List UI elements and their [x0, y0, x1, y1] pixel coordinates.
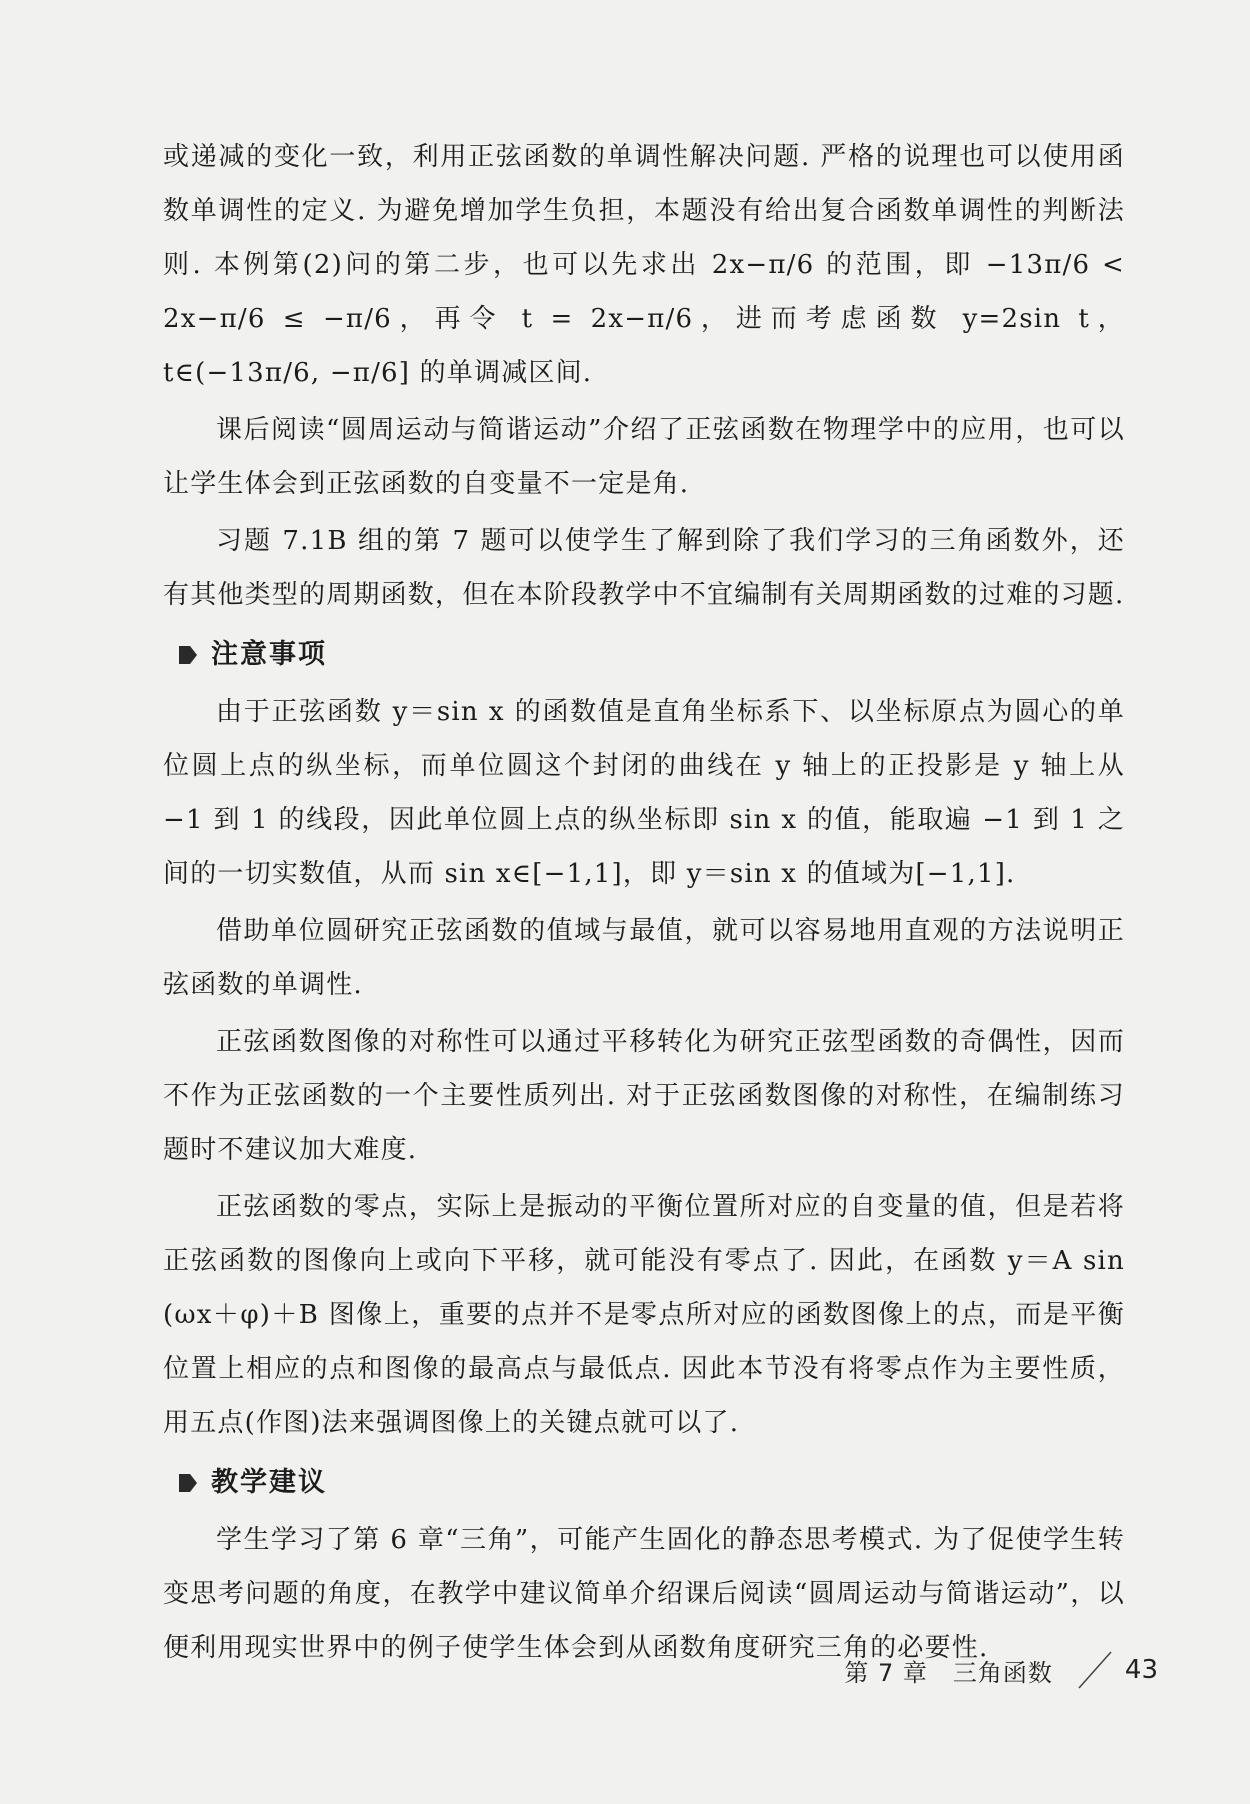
pentagon-bullet-icon — [177, 1472, 199, 1494]
notes-paragraph-1: 由于正弦函数 y＝sin x 的函数值是直角坐标系下、以坐标原点为圆心的单位圆上点的纵坐标，而单位圆这个封闭的曲线在 y 轴上的正投影是 y 轴上从 −1 到 1 的线段，因此单位圆上点的纵坐标即 sin x 的值，能取遍 −1 到 1 之间的一切实数值，从而 sin x∈[−1,1]，即 y＝sin x 的值域为[−1,1]. — [163, 697, 1125, 889]
footer-divider-slash — [1075, 1650, 1115, 1690]
section-heading-notes — [211, 628, 1125, 682]
paragraph-1: 或递减的变化一致，利用正弦函数的单调性解决问题. 严格的说理也可以使用函数单调性的定义. 为避免增加学生负担，本题没有给出复合函数单调性的判断法则. 本例第(2)问的第二步，也可以先求出 2x−π/6 的范围，即 −13π/6 < 2x−π/6 ≤ −π/6，再令 t = 2x−π/6，进而考虑函数 y=2sin t，t∈(−13π/6, −π/6] 的单调减区间. — [163, 142, 1125, 388]
pentagon-bullet-icon — [177, 644, 199, 666]
page-number: 43 — [1124, 1655, 1158, 1685]
page-body — [163, 130, 1125, 1678]
section-heading-teaching-text: 教学建议 — [211, 1467, 327, 1498]
section-heading-teaching — [211, 1456, 1125, 1510]
paragraph-3: 习题 7.1B 组的第 7 题可以使学生了解到除了我们学习的三角函数外，还有其他类型的周期函数，但在本阶段教学中不宜编制有关周期函数的过难的习题. — [163, 526, 1125, 610]
paragraph-2: 课后阅读“圆周运动与简谐运动”介绍了正弦函数在物理学中的应用，也可以让学生体会到正弦函数的自变量不一定是角. — [163, 415, 1125, 499]
page-footer — [844, 1650, 1158, 1690]
notes-paragraph-4: 正弦函数的零点，实际上是振动的平衡位置所对应的自变量的值，但是若将正弦函数的图像向上或向下平移，就可能没有零点了. 因此，在函数 y＝A sin (ωx＋φ)＋B 图像上，重要的点并不是零点所对应的函数图像上的点，而是平衡位置上相应的点和图像的最高点与最低点. 因此本节没有将零点作为主要性质，用五点(作图)法来强调图像上的关键点就可以了. — [163, 1192, 1125, 1438]
section-heading-notes-text: 注意事项 — [211, 639, 327, 670]
notes-paragraph-3: 正弦函数图像的对称性可以通过平移转化为研究正弦型函数的奇偶性，因而不作为正弦函数的一个主要性质列出. 对于正弦函数图像的对称性，在编制练习题时不建议加大难度. — [163, 1027, 1125, 1165]
notes-paragraph-2: 借助单位圆研究正弦函数的值域与最值，就可以容易地用直观的方法说明正弦函数的单调性. — [163, 916, 1125, 1000]
chapter-label: 第 7 章 三角函数 — [844, 1658, 1053, 1687]
teaching-paragraph-1: 学生学习了第 6 章“三角”，可能产生固化的静态思考模式. 为了促使学生转变思考问题的角度，在教学中建议简单介绍课后阅读“圆周运动与简谐运动”，以便利用现实世界中的例子使学生体会到从函数角度研究三角的必要性. — [163, 1525, 1125, 1663]
